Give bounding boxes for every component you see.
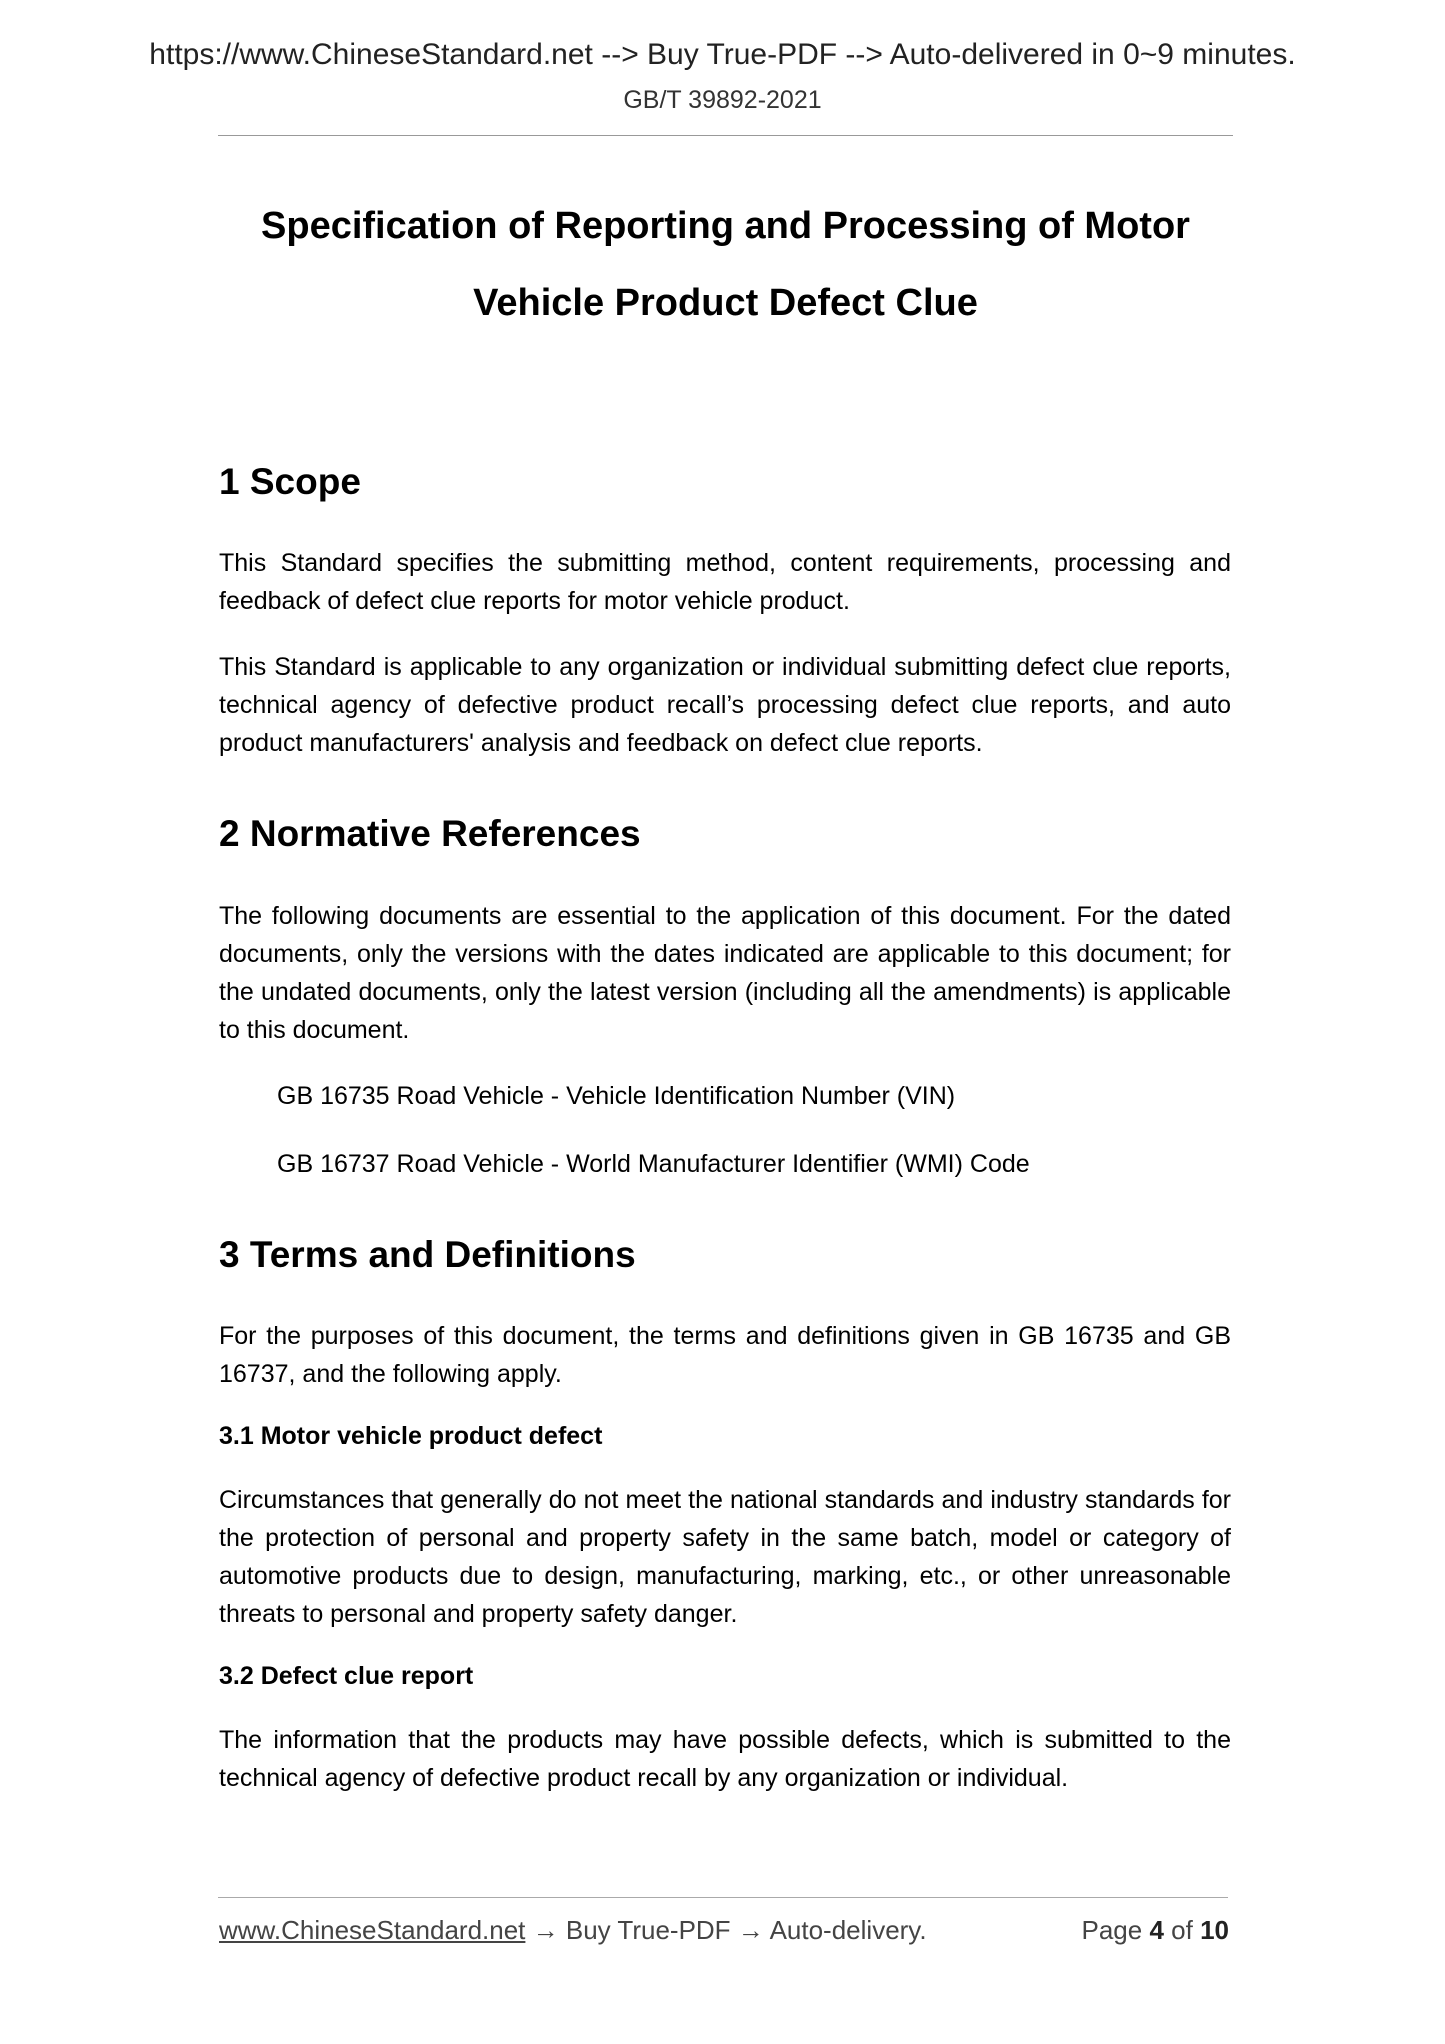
header-divider	[218, 135, 1233, 136]
terms-intro-paragraph: For the purposes of this document, the terms and definitions given in GB 16735 and GB 16737, and the following apply.	[219, 1322, 1231, 1389]
scope-paragraph-2: This Standard is applicable to any organization or individual submitting defect clue reports, technical agency of defective product recall’s processing defect clue reports, and auto product manufacturers' analysis and feedback on defect clue reports.	[219, 653, 1231, 758]
reference-item: GB 16735 Road Vehicle - Vehicle Identification Number (VIN)	[277, 1081, 956, 1110]
title-line-1: Specification of Reporting and Processing of Motor	[261, 205, 1190, 247]
document-body	[219, 460, 1231, 1847]
section-terms	[219, 1233, 1231, 1797]
section-heading-normative: 2 Normative References	[219, 813, 641, 855]
page-footer	[219, 1915, 1229, 1946]
term-definition-3-2: The information that the products may have possible defects, which is submitted to the technical agency of defective product recall by any organization or individual.	[219, 1726, 1231, 1793]
term-heading-3-1: 3.1 Motor vehicle product defect	[219, 1422, 603, 1451]
page-label: Page	[1081, 1915, 1143, 1945]
title-line-2: Vehicle Product Defect Clue	[473, 282, 978, 324]
footer-tagline: → Buy True-PDF → Auto-delivery.	[525, 1915, 927, 1945]
normative-paragraph: The following documents are essential to the application of this document. For the dated documents, only the versions with the dates indicated are applicable to this document; for the undated documents, only the latest version (including all the amendments) is applicable to this document.	[219, 901, 1231, 1044]
section-heading-terms: 3 Terms and Definitions	[219, 1233, 636, 1275]
reference-item: GB 16737 Road Vehicle - World Manufacturer Identifier (WMI) Code	[277, 1149, 1030, 1178]
term-definition-3-1: Circumstances that generally do not meet the national standards and industry standards for the protection of personal and property safety in the same batch, model or category of automotive products due to design, manufacturing, marking, etc., or other unreasonable threats to personal and property safety danger.	[219, 1486, 1231, 1629]
section-heading-scope: 1 Scope	[219, 461, 361, 502]
scope-paragraph-1: This Standard specifies the submitting method, content requirements, processing and feedback of defect clue reports for motor vehicle product.	[219, 549, 1231, 616]
document-title	[218, 188, 1233, 342]
page-number: 4	[1149, 1915, 1164, 1945]
term-heading-3-2: 3.2 Defect clue report	[219, 1662, 474, 1691]
of-label: of	[1171, 1915, 1193, 1945]
page-total: 10	[1200, 1915, 1229, 1945]
section-scope	[219, 460, 1231, 762]
standard-id: GB/T 39892-2021	[623, 86, 822, 114]
footer-site-link[interactable]: www.ChineseStandard.net	[219, 1915, 526, 1945]
page-indicator	[1081, 1915, 1229, 1946]
footer-divider	[218, 1897, 1228, 1898]
top-banner: https://www.ChineseStandard.net --> Buy True-PDF --> Auto-delivered in 0~9 minutes.	[149, 38, 1296, 71]
section-normative-references	[219, 812, 1231, 1182]
